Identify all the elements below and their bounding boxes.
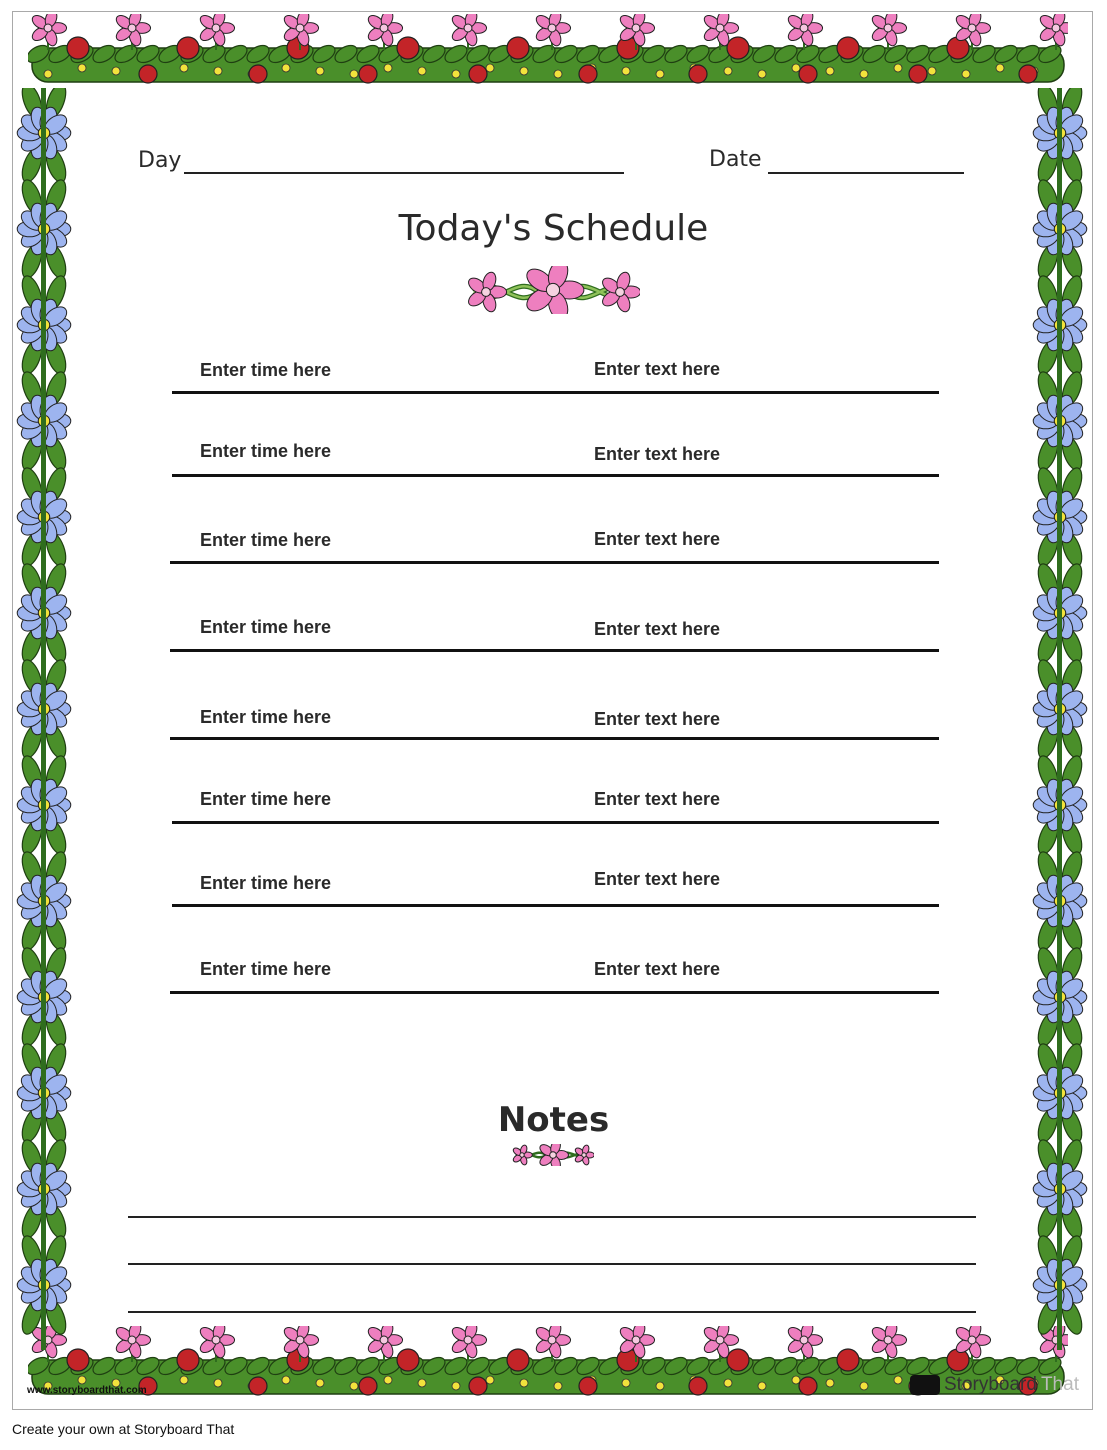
schedule-row [170,612,940,662]
blue-flower-vine-right-icon [1030,88,1090,1350]
text-field[interactable]: Enter text here [594,359,721,379]
storyboard-logo-icon [910,1375,940,1395]
watermark-logo [910,1374,1079,1396]
time-field[interactable]: Enter time here [200,530,332,550]
text-field[interactable]: Enter text here [594,529,721,549]
notes-line[interactable] [128,1311,976,1313]
day-line[interactable] [184,172,624,174]
schedule-row [170,784,940,834]
text-field[interactable]: Enter text here [594,869,721,889]
schedule-row [170,524,940,574]
time-field[interactable]: Enter time here [200,873,332,893]
schedule-row [170,354,940,404]
watermark-url: www.storyboardthat.com [27,1385,147,1396]
time-field[interactable]: Enter time here [200,707,332,727]
date-line[interactable] [768,172,964,174]
page-title: Today's Schedule [398,208,709,249]
text-field[interactable]: Enter text here [594,789,721,809]
text-field[interactable]: Enter text here [594,959,721,979]
schedule-row [170,702,940,752]
day-label: Day [138,148,182,173]
time-field[interactable]: Enter time here [200,959,332,979]
watermark-brand-suffix: That [1040,1374,1079,1395]
schedule-row [170,436,940,486]
text-field[interactable]: Enter text here [594,444,721,464]
schedule-row [170,868,940,918]
time-field[interactable]: Enter time here [200,617,332,637]
time-field[interactable]: Enter time here [200,441,332,461]
schedule-row [170,954,940,1004]
notes-title: Notes [497,1100,610,1140]
notes-line[interactable] [128,1263,976,1265]
footer-text: Create your own at Storyboard That [12,1421,235,1437]
flower-border-top-icon [28,14,1068,84]
watermark-brand: Storyboard [944,1374,1037,1395]
time-field[interactable]: Enter time here [200,789,332,809]
pink-flower-divider-icon [466,266,640,314]
blue-flower-vine-left-icon [14,88,74,1350]
time-field[interactable]: Enter time here [200,360,332,380]
notes-line[interactable] [128,1216,976,1218]
text-field[interactable]: Enter text here [594,619,721,639]
date-label: Date [709,147,762,172]
pink-flower-divider-small-icon [512,1144,594,1166]
text-field[interactable]: Enter text here [594,709,721,729]
